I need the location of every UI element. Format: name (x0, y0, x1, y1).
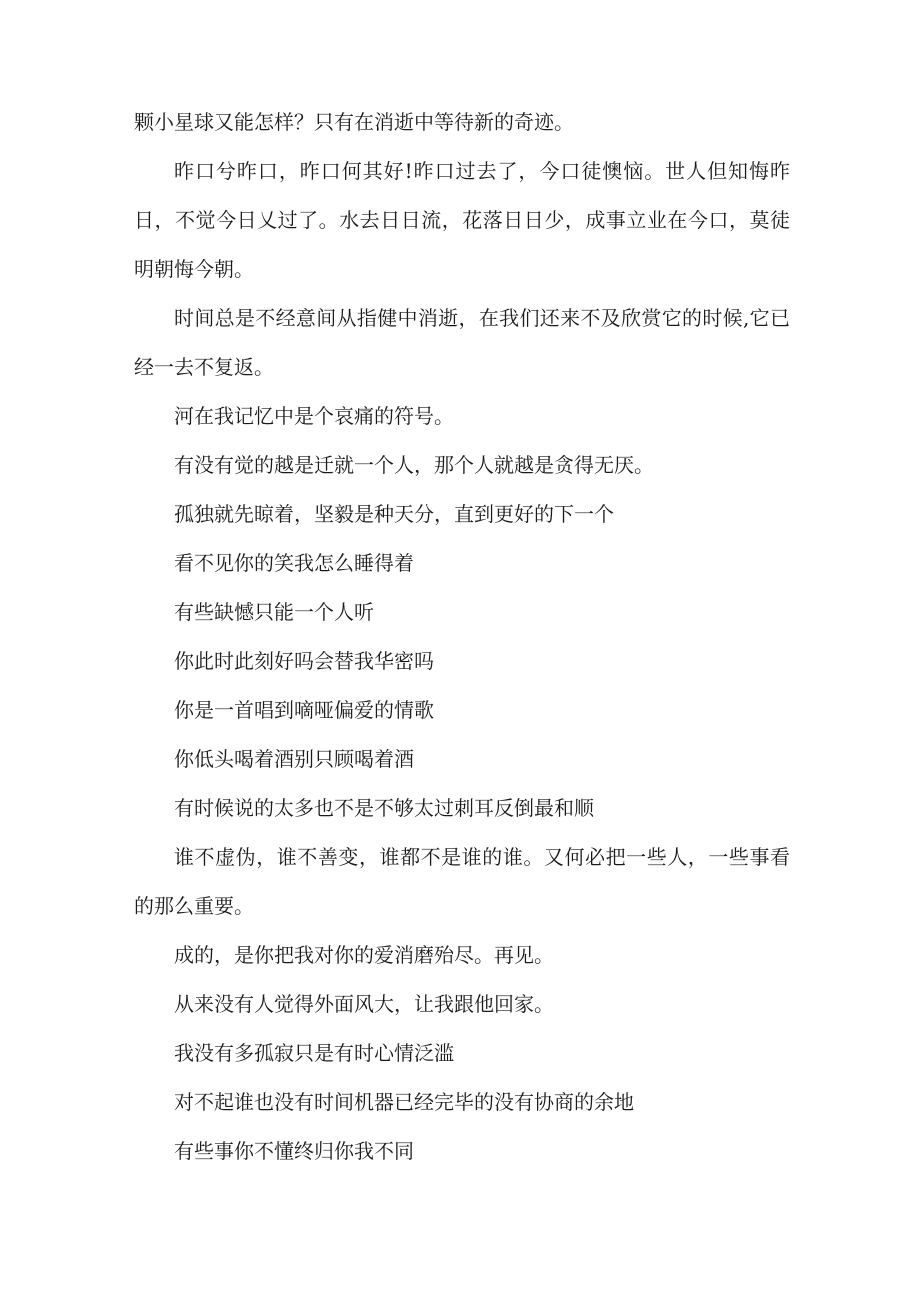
paragraph: 从来没有人觉得外面风大，让我跟他回家。 (174, 992, 554, 1016)
paragraph: 有时候说的太多也不是不够太过刺耳反倒最和顺 (174, 796, 594, 820)
paragraph: 你低头喝着酒别只顾喝着酒 (174, 747, 414, 771)
paragraph: 你是一首唱到嘀哑偏爱的情歌 (174, 698, 434, 722)
paragraph: 谁不虚伪，谁不善变，谁都不是谁的谁。又何必把一些人，一些事看的那么重要。 (134, 845, 790, 918)
paragraph: 有些缺憾只能一个人听 (174, 600, 374, 624)
paragraph: 孤独就先晾着，坚毅是种天分，直到更好的下一个 (174, 502, 614, 526)
paragraph: 有些事你不懂终归你我不同 (174, 1139, 414, 1163)
paragraph: 成的，是你把我对你的爱消磨殆尽。再见。 (174, 943, 554, 967)
paragraph: 你此时此刻好吗会替我华密吗 (174, 649, 434, 673)
paragraph: 时间总是不经意间从指健中消逝，在我们还来不及欣赏它的时候,它已经一去不复返。 (134, 306, 790, 379)
paragraph: 我没有多孤寂只是有时心情泛滥 (174, 1041, 454, 1065)
paragraph: 看不见你的笑我怎么睡得着 (174, 551, 414, 575)
paragraph: 对不起谁也没有时间机器已经完毕的没有协商的余地 (174, 1090, 634, 1114)
document-body (134, 98, 790, 1176)
paragraph: 有没有觉的越是迁就一个人，那个人就越是贪得无厌。 (174, 453, 654, 477)
paragraph: 河在我记忆中是个哀痛的符号。 (174, 404, 454, 428)
paragraph: 昨口兮昨口，昨口何其好!昨口过去了，今口徒懊恼。世人但知悔昨日，不觉今日乂过了。水去日日流，花落日日少，成事立业在今口，莫徒明朝悔今朝。 (134, 159, 790, 281)
paragraph-continuation: 颗小星球又能怎样？只有在消逝中等待新的奇迹。 (134, 110, 574, 134)
